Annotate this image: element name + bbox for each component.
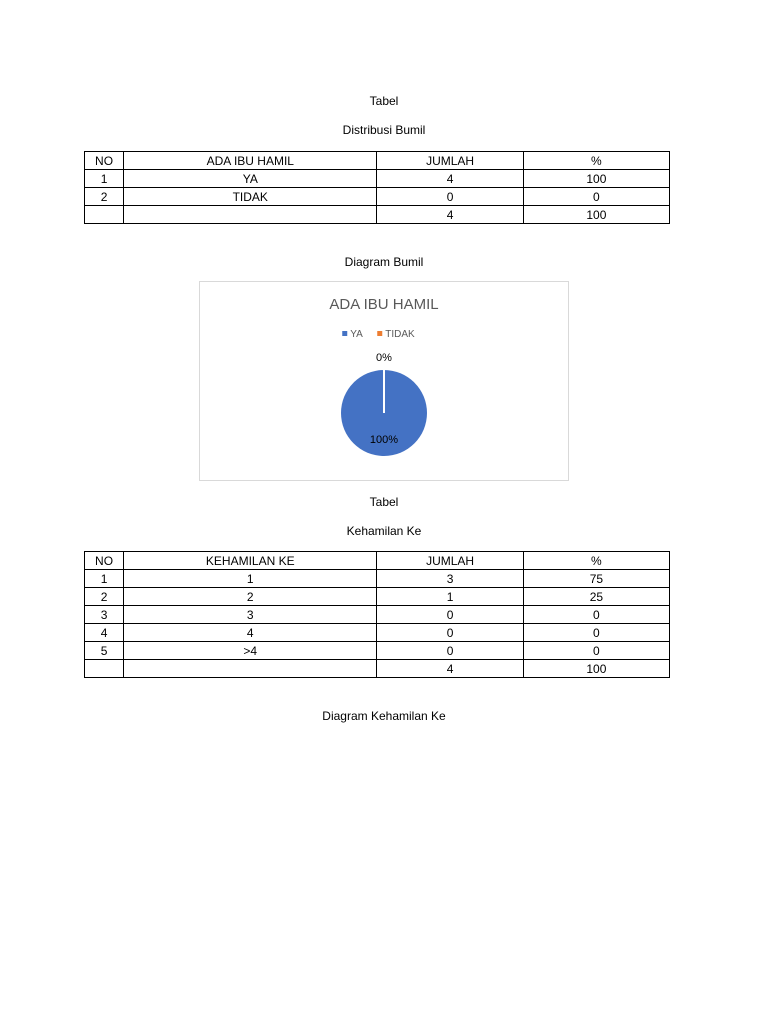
table-cell: 3 xyxy=(124,606,377,624)
table-cell: 1 xyxy=(124,570,377,588)
legend-swatch-tidak xyxy=(377,331,382,336)
table-cell: 100 xyxy=(523,206,669,224)
table2-title: Tabel xyxy=(369,495,399,509)
chart-title: ADA IBU HAMIL xyxy=(329,296,439,313)
table-cell: 3 xyxy=(85,606,124,624)
table-cell: 25 xyxy=(523,588,669,606)
table-header-row xyxy=(85,552,670,570)
table-cell: 4 xyxy=(377,170,523,188)
table-cell: 0 xyxy=(377,642,523,660)
table-cell: 1 xyxy=(85,570,124,588)
table2-subtitle: Kehamilan Ke xyxy=(346,524,422,538)
table-cell: 0 xyxy=(377,606,523,624)
table-total-row xyxy=(85,206,670,224)
table-cell xyxy=(85,660,124,678)
kehamilan-ke-table xyxy=(84,551,670,678)
header-cell: NO xyxy=(85,152,124,170)
legend-label-ya: YA xyxy=(350,329,363,340)
table-row xyxy=(85,188,670,206)
table-header-row xyxy=(85,152,670,170)
table-cell: 4 xyxy=(377,660,523,678)
table1-subtitle: Distribusi Bumil xyxy=(342,123,426,137)
table-cell: 0 xyxy=(523,624,669,642)
table-cell: 3 xyxy=(377,570,523,588)
table-cell: 2 xyxy=(85,588,124,606)
diagram1-caption: Diagram Bumil xyxy=(344,255,424,269)
legend-swatch-ya xyxy=(342,331,347,336)
header-cell: KEHAMILAN KE xyxy=(124,552,377,570)
table-cell xyxy=(85,206,124,224)
table-cell: TIDAK xyxy=(124,188,377,206)
table-row xyxy=(85,588,670,606)
table-cell: 0 xyxy=(377,188,523,206)
header-cell: ADA IBU HAMIL xyxy=(124,152,377,170)
table-cell: 100 xyxy=(523,660,669,678)
table-row xyxy=(85,624,670,642)
table-row xyxy=(85,606,670,624)
chart-legend xyxy=(342,329,415,340)
table-row xyxy=(85,170,670,188)
table-row xyxy=(85,642,670,660)
table-cell: 4 xyxy=(377,206,523,224)
pie-chart-container xyxy=(199,281,569,481)
table-cell: 75 xyxy=(523,570,669,588)
table-cell: 0 xyxy=(523,606,669,624)
table-cell: 2 xyxy=(85,188,124,206)
table1-title: Tabel xyxy=(369,94,399,108)
distribusi-bumil-table xyxy=(84,151,670,224)
table-cell: 5 xyxy=(85,642,124,660)
pie-chart xyxy=(200,282,568,480)
header-cell: % xyxy=(523,552,669,570)
table-row xyxy=(85,570,670,588)
table-total-row xyxy=(85,660,670,678)
header-cell: JUMLAH xyxy=(377,552,523,570)
table-cell: 1 xyxy=(85,170,124,188)
header-cell: JUMLAH xyxy=(377,152,523,170)
table-cell: 4 xyxy=(124,624,377,642)
diagram2-caption: Diagram Kehamilan Ke xyxy=(322,709,446,723)
table-cell: 0 xyxy=(523,642,669,660)
table-cell: 0 xyxy=(523,188,669,206)
legend-label-tidak: TIDAK xyxy=(385,329,415,340)
header-cell: NO xyxy=(85,552,124,570)
table-cell: YA xyxy=(124,170,377,188)
table-cell xyxy=(124,206,377,224)
data-label-ya: 100% xyxy=(369,434,399,446)
header-cell: % xyxy=(523,152,669,170)
table-cell: >4 xyxy=(124,642,377,660)
table-cell: 100 xyxy=(523,170,669,188)
data-label-tidak: 0% xyxy=(376,352,392,364)
table-cell: 4 xyxy=(85,624,124,642)
table-cell: 2 xyxy=(124,588,377,606)
table-cell: 0 xyxy=(377,624,523,642)
table-cell xyxy=(124,660,377,678)
table-cell: 1 xyxy=(377,588,523,606)
